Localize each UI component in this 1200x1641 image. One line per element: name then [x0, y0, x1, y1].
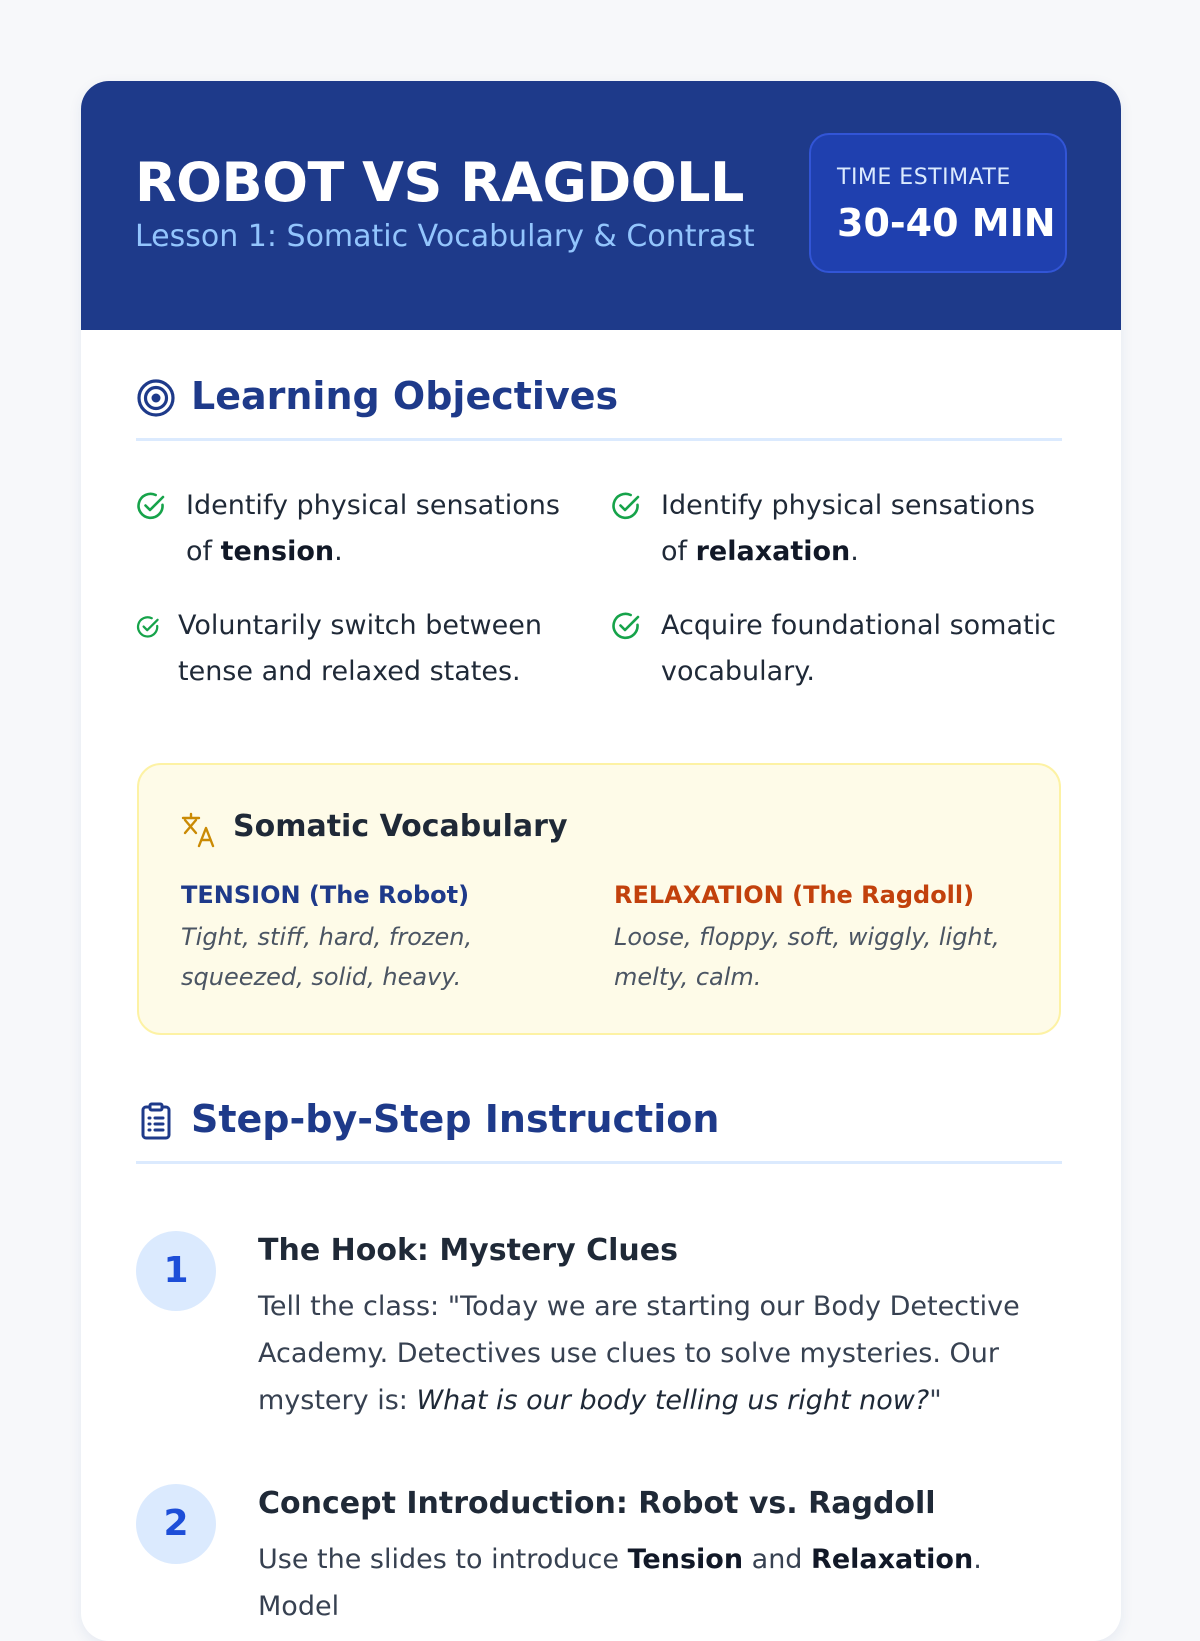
tension-label: TENSION (The Robot): [181, 881, 470, 909]
check-circle-icon: [136, 491, 166, 521]
lesson-header: [81, 81, 1121, 330]
relaxation-words: Loose, floppy, soft, wiggly, light, melty, calm.: [614, 923, 1000, 991]
objective-keyword: tension: [220, 536, 335, 567]
lesson-subtitle: Lesson 1: Somatic Vocabulary & Contrast: [135, 219, 755, 254]
step-number-badge: 1: [136, 1231, 216, 1311]
step-text-end: ": [929, 1385, 942, 1416]
objective-text-end: .: [334, 536, 343, 567]
instruction-header: [136, 1099, 1062, 1164]
step-title: The Hook: Mystery Clues: [258, 1233, 678, 1268]
step-text-end: . Model: [258, 1544, 982, 1622]
lesson-title: ROBOT VS RAGDOLL: [135, 151, 744, 214]
objectives-header: [136, 376, 1062, 441]
step-keyword-tension: Tension: [627, 1544, 744, 1575]
tension-words: Tight, stiff, hard, frozen, squeezed, solid, heavy.: [181, 923, 473, 991]
check-circle-icon: [611, 611, 641, 641]
step-keyword-relaxation: Relaxation: [811, 1544, 974, 1575]
step-description: [258, 1536, 1058, 1630]
step-title: Concept Introduction: Robot vs. Ragdoll: [258, 1486, 936, 1521]
instruction-heading: Step-by-Step Instruction: [191, 1097, 720, 1141]
time-estimate-label: TIME ESTIMATE: [837, 165, 1011, 190]
objective-text: Voluntarily switch between tense and relaxed states.: [178, 610, 542, 687]
clipboard-list-icon: [136, 1101, 176, 1141]
vocabulary-box: [137, 763, 1061, 1035]
step-text: Use the slides to introduce: [258, 1544, 628, 1575]
relaxation-label: RELAXATION (The Ragdoll): [614, 881, 975, 909]
objectives-heading: Learning Objectives: [191, 374, 619, 418]
time-estimate-value: 30-40 MIN: [837, 201, 1056, 245]
lesson-card: [81, 81, 1121, 1641]
check-circle-icon: [611, 491, 641, 521]
vocabulary-heading: Somatic Vocabulary: [233, 809, 568, 844]
step-text-emphasis: What is our body telling us right now?: [416, 1385, 930, 1416]
objective-text: Acquire foundational somatic vocabulary.: [661, 610, 1056, 687]
check-circle-icon: [136, 615, 160, 639]
step-number-badge: 2: [136, 1484, 216, 1564]
objective-keyword: relaxation: [695, 536, 851, 567]
step-text: Tell the class: "Today we are starting our Body Detective Academy. Detectives use clues to solve mysteries. Our mystery is:: [258, 1291, 1020, 1416]
translate-icon: [181, 811, 219, 849]
step-description: [258, 1283, 1058, 1424]
step-text-mid: and: [743, 1544, 812, 1575]
objective-text-end: .: [850, 536, 859, 567]
objective-text: Identify physical sensations of: [186, 490, 560, 567]
target-icon: [136, 378, 176, 418]
objective-text: Identify physical sensations of: [661, 490, 1035, 567]
time-estimate-box: [809, 133, 1067, 273]
